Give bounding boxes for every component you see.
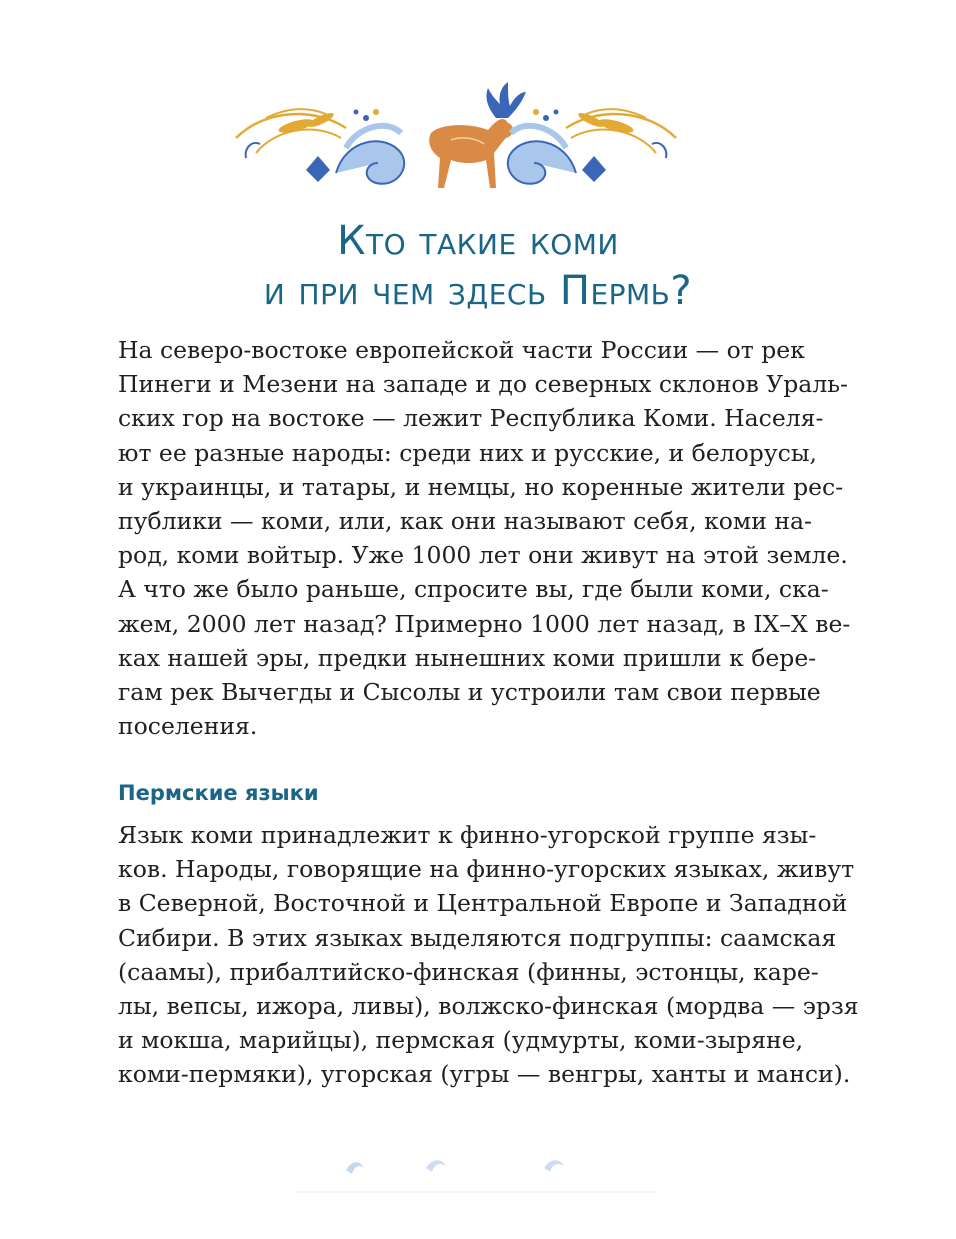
moose-folk-ornament-icon	[226, 78, 686, 198]
paragraph-line: лы, вепсы, ижора, ливы), волжско-финская (мордва — эрзя	[118, 992, 859, 1021]
paragraph-line: жем, 2000 лет назад? Примерно 1000 лет назад, в IX–X ве-	[118, 609, 851, 638]
paragraph-line: А что же было раньше, спросите вы, где были коми, ска-	[118, 575, 829, 604]
paragraph-line: и украинцы, и татары, и немцы, но коренные жители рес-	[118, 472, 844, 501]
right-floral-ornament	[508, 109, 676, 184]
paragraph-line: (саамы), прибалтийско-финская (финны, эстонцы, каре-	[118, 957, 819, 986]
intro-paragraph	[118, 333, 851, 743]
languages-paragraph	[118, 818, 859, 1092]
paragraph-line: коми-пермяки), угорская (угры — венгры, ханты и манси).	[118, 1060, 851, 1089]
paragraph-line: ских гор на востоке — лежит Республика Коми. Населя-	[118, 404, 824, 433]
paragraph-line: ков. Народы, говорящие на финно-угорских языках, живут	[118, 855, 855, 884]
paragraph-line: Пинеги и Мезени на западе и до северных склонов Ураль-	[118, 370, 848, 399]
page-title	[118, 216, 838, 316]
paragraph-line: род, коми войтыр. Уже 1000 лет они живут на этой земле.	[118, 541, 848, 570]
paragraph-line: и мокша, марийцы), пермская (удмурты, коми-зыряне,	[118, 1026, 804, 1055]
paragraph-line: На северо-востоке европейской части России — от рек	[118, 336, 805, 364]
paragraph-line: Язык коми принадлежит к финно-угорской группе язы-	[118, 821, 817, 849]
paragraph-line: поселения.	[118, 712, 258, 741]
paragraph-line: в Северной, Восточной и Центральной Европе и Западной	[118, 889, 848, 918]
paragraph-line: Сибири. В этих языках выделяются подгруппы: саамская	[118, 923, 837, 952]
title-line-1: Кто такие коми	[337, 218, 619, 264]
section-subheading: Пермские языки	[118, 781, 319, 805]
paragraph-line: публики — коми, или, как они называют себя, коми на-	[118, 507, 812, 536]
title-line-2: и при чем здесь Пермь?	[263, 268, 693, 314]
paragraph-line: гам рек Вычегды и Сысолы и устроили там свои первые	[118, 678, 821, 707]
paragraph-line: ют ее разные народы: среди них и русские, и белорусы,	[118, 438, 818, 467]
left-floral-ornament	[236, 109, 404, 184]
paragraph-line: ках нашей эры, предки нынешних коми пришли к бере-	[118, 643, 817, 672]
folk-ornament-fragment-icon	[276, 1140, 676, 1200]
